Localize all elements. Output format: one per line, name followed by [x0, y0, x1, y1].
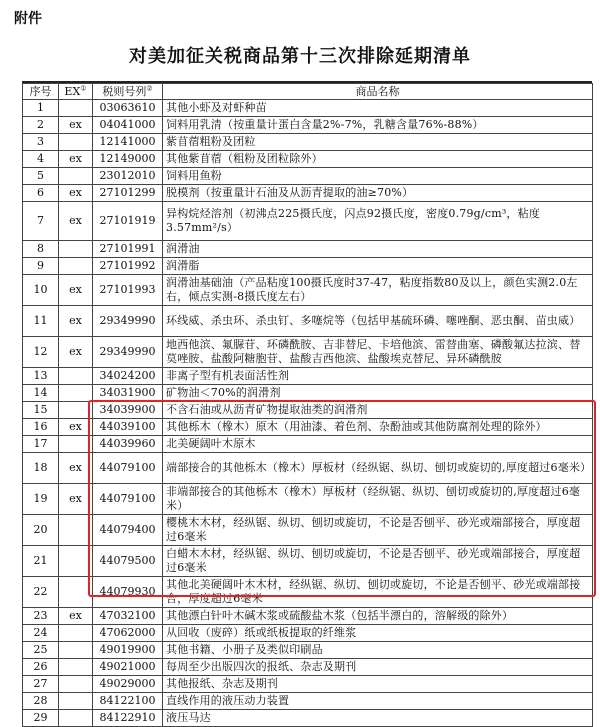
row-ex: ex [59, 202, 93, 241]
header-name: 商品名称 [163, 84, 593, 100]
row-code: 23012010 [93, 168, 163, 185]
row-code: 44039100 [93, 419, 163, 436]
row-seq: 22 [23, 577, 59, 608]
row-code: 34024200 [93, 368, 163, 385]
header-code-note: ② [146, 83, 153, 92]
row-ex [59, 258, 93, 275]
row-name: 从回收（废碎）纸或纸板提取的纤维浆 [163, 625, 593, 642]
row-seq: 24 [23, 625, 59, 642]
row-ex: ex [59, 484, 93, 515]
row-name: 其他书籍、小册子及类似印刷品 [163, 642, 593, 659]
row-seq: 29 [23, 710, 59, 727]
row-seq: 10 [23, 275, 59, 306]
table-row [23, 306, 593, 337]
row-ex [59, 241, 93, 258]
row-name: 非端部接合的其他栎木（橡木）厚板材（经纵锯、纵切、刨切或旋切的,厚度超过6毫米） [163, 484, 593, 515]
row-name: 端部接合的其他栎木（橡木）厚板材（经纵锯、纵切、刨切或旋切的,厚度超过6毫米） [163, 453, 593, 484]
row-ex: ex [59, 306, 93, 337]
header-ex-note: ① [80, 83, 87, 92]
row-seq: 3 [23, 134, 59, 151]
row-ex [59, 642, 93, 659]
row-code: 34031900 [93, 385, 163, 402]
table-row [23, 275, 593, 306]
page-title: 对美加征关税商品第十三次排除延期清单 [129, 46, 471, 67]
row-ex: ex [59, 151, 93, 168]
row-code: 27101919 [93, 202, 163, 241]
row-name: 脱模剂（按重量计石油及从沥青提取的油≥70%） [163, 185, 593, 202]
row-name: 其他紫苜蓿（粗粉及团粒除外） [163, 151, 593, 168]
table-row [23, 151, 593, 168]
row-code: 27101992 [93, 258, 163, 275]
row-name: 不含石油或从沥青矿物提取油类的润滑剂 [163, 402, 593, 419]
table-row [23, 419, 593, 436]
row-code: 47032100 [93, 608, 163, 625]
row-code: 44079930 [93, 577, 163, 608]
row-ex: ex [59, 453, 93, 484]
row-seq: 8 [23, 241, 59, 258]
attachment-label: 附件 [14, 11, 42, 27]
table-row [23, 710, 593, 727]
row-ex: ex [59, 337, 93, 368]
row-seq: 21 [23, 546, 59, 577]
row-name: 润滑油基础油（产品粘度100摄氏度时37-47，粘度指数80及以上，颜色实测2.0左右，倾点实测-8摄氏度左右） [163, 275, 593, 306]
row-name: 每周至少出版四次的报纸、杂志及期刊 [163, 659, 593, 676]
row-seq: 25 [23, 642, 59, 659]
row-seq: 7 [23, 202, 59, 241]
header-code: 税则号列② [93, 84, 163, 100]
table-row [23, 385, 593, 402]
row-ex [59, 577, 93, 608]
table-row [23, 676, 593, 693]
row-name: 润滑油 [163, 241, 593, 258]
table-row [23, 368, 593, 385]
table-row [23, 546, 593, 577]
row-ex [59, 168, 93, 185]
row-code: 84122100 [93, 693, 163, 710]
row-ex: ex [59, 117, 93, 134]
row-seq: 16 [23, 419, 59, 436]
row-code: 12141000 [93, 134, 163, 151]
row-ex [59, 546, 93, 577]
row-name: 非离子型有机表面活性剂 [163, 368, 593, 385]
table-row [23, 185, 593, 202]
row-code: 44079100 [93, 453, 163, 484]
row-ex [59, 134, 93, 151]
header-ex: EX① [59, 84, 93, 100]
table-row [23, 642, 593, 659]
row-seq: 27 [23, 676, 59, 693]
row-ex [59, 385, 93, 402]
row-seq: 1 [23, 100, 59, 117]
row-code: 04041000 [93, 117, 163, 134]
row-seq: 20 [23, 515, 59, 546]
row-code: 44079100 [93, 484, 163, 515]
row-seq: 23 [23, 608, 59, 625]
row-name: 饲料用乳清（按重量计蛋白含量2%-7%，乳糖含量76%-88%） [163, 117, 593, 134]
row-seq: 26 [23, 659, 59, 676]
row-code: 03063610 [93, 100, 163, 117]
row-code: 12149000 [93, 151, 163, 168]
header-seq: 序号 [23, 84, 59, 100]
table-row [23, 515, 593, 546]
table-row [23, 202, 593, 241]
row-name: 地西他滨、氟脲苷、环磷酰胺、吉非替尼、卡培他滨、雷替曲塞、磷酸氟达拉滨、替莫唑胺、盐酸阿糖胞苷、盐酸吉西他滨、盐酸埃克替尼、异环磷酰胺 [163, 337, 593, 368]
row-name: 直线作用的液压动力装置 [163, 693, 593, 710]
row-seq: 6 [23, 185, 59, 202]
row-name: 液压马达 [163, 710, 593, 727]
table-row [23, 168, 593, 185]
table-row [23, 453, 593, 484]
row-name: 其他北美硬阔叶木木材，经纵锯、纵切、刨切或旋切，不论是否刨平、砂光或端部接合，厚度超过6毫米 [163, 577, 593, 608]
row-seq: 17 [23, 436, 59, 453]
row-code: 29349990 [93, 337, 163, 368]
row-name: 樱桃木木材，经纵锯、纵切、刨切或旋切，不论是否刨平、砂光或端部接合，厚度超过6毫米 [163, 515, 593, 546]
row-code: 84122910 [93, 710, 163, 727]
row-name: 其他栎木（橡木）原木（用油漆、着色剂、杂酚油或其他防腐剂处理的除外） [163, 419, 593, 436]
row-ex: ex [59, 608, 93, 625]
row-ex [59, 100, 93, 117]
row-seq: 19 [23, 484, 59, 515]
row-name: 润滑脂 [163, 258, 593, 275]
table-row [23, 659, 593, 676]
row-ex [59, 515, 93, 546]
row-seq: 5 [23, 168, 59, 185]
row-ex [59, 625, 93, 642]
row-ex: ex [59, 185, 93, 202]
row-ex [59, 402, 93, 419]
table-row [23, 436, 593, 453]
row-code: 27101299 [93, 185, 163, 202]
row-code: 47062000 [93, 625, 163, 642]
table-row [23, 258, 593, 275]
row-ex [59, 693, 93, 710]
row-name: 其他小虾及对虾种苗 [163, 100, 593, 117]
row-ex: ex [59, 275, 93, 306]
exclusion-list-table [22, 83, 593, 727]
row-ex [59, 368, 93, 385]
row-seq: 12 [23, 337, 59, 368]
table-row [23, 625, 593, 642]
row-name: 矿物油＜70%的润滑剂 [163, 385, 593, 402]
table-row [23, 117, 593, 134]
table-row [23, 241, 593, 258]
row-code: 49021000 [93, 659, 163, 676]
row-ex: ex [59, 419, 93, 436]
table-header-row [23, 84, 593, 100]
row-code: 44079400 [93, 515, 163, 546]
row-name: 异构烷烃溶剂（初沸点225摄氏度，闪点92摄氏度，密度0.79g/cm³，粘度3.57mm²/s） [163, 202, 593, 241]
row-seq: 2 [23, 117, 59, 134]
row-code: 27101993 [93, 275, 163, 306]
row-code: 49019900 [93, 642, 163, 659]
row-seq: 13 [23, 368, 59, 385]
row-ex [59, 659, 93, 676]
row-seq: 28 [23, 693, 59, 710]
row-code: 34039900 [93, 402, 163, 419]
row-code: 29349990 [93, 306, 163, 337]
table-row [23, 337, 593, 368]
row-name: 其他漂白针叶木碱木浆或硫酸盐木浆（包括半漂白的，溶解级的除外） [163, 608, 593, 625]
table-row [23, 100, 593, 117]
row-name: 紫苜蓿粗粉及团粒 [163, 134, 593, 151]
row-seq: 11 [23, 306, 59, 337]
row-code: 44039960 [93, 436, 163, 453]
row-seq: 15 [23, 402, 59, 419]
row-ex [59, 436, 93, 453]
table-row [23, 577, 593, 608]
row-code: 49029000 [93, 676, 163, 693]
row-seq: 9 [23, 258, 59, 275]
table-row [23, 484, 593, 515]
table-row [23, 693, 593, 710]
row-ex [59, 676, 93, 693]
row-code: 44079500 [93, 546, 163, 577]
row-name: 北美硬阔叶木原木 [163, 436, 593, 453]
row-seq: 18 [23, 453, 59, 484]
row-seq: 14 [23, 385, 59, 402]
row-name: 饲料用鱼粉 [163, 168, 593, 185]
row-ex [59, 710, 93, 727]
row-name: 环线威、杀虫环、杀虫钉、多噻烷等（包括甲基硫环磷、噻唑酮、恶虫酮、苗虫威） [163, 306, 593, 337]
table-row [23, 608, 593, 625]
row-name: 其他报纸、杂志及期刊 [163, 676, 593, 693]
table-row [23, 402, 593, 419]
row-name: 白蜡木木材，经纵锯、纵切、刨切或旋切，不论是否刨平、砂光或端部接合，厚度超过6毫米 [163, 546, 593, 577]
row-seq: 4 [23, 151, 59, 168]
row-code: 27101991 [93, 241, 163, 258]
table-row [23, 134, 593, 151]
